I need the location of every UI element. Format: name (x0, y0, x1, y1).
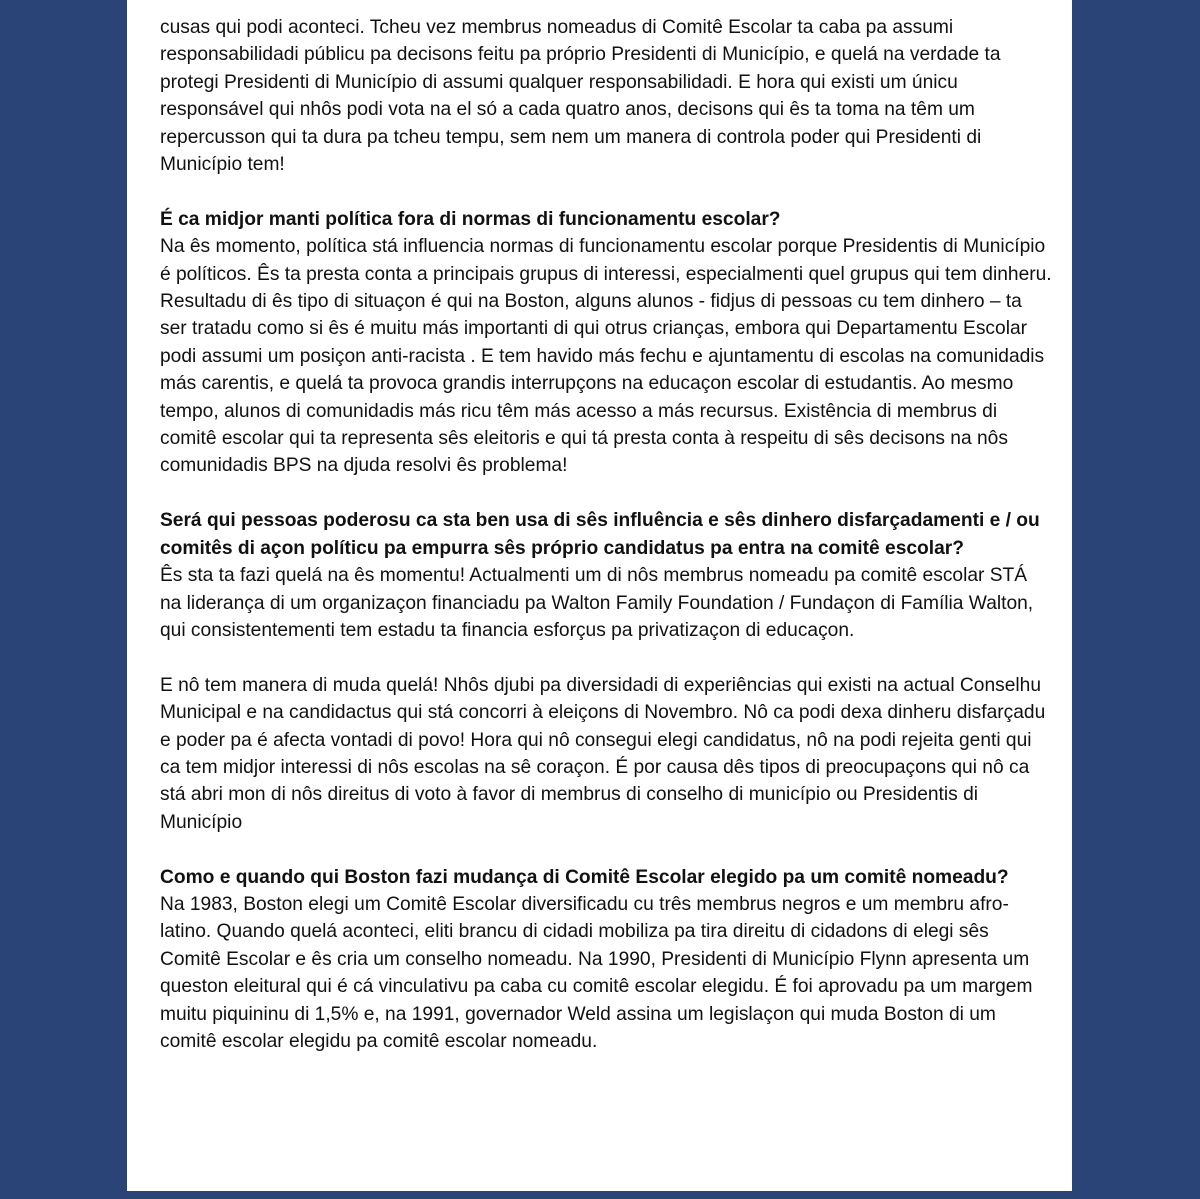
document-page (127, 0, 1072, 1195)
heading-pessoas-poderosu: Será qui pessoas poderosu ca sta ben usa di sês influência e sês dinhero disfarçadamenti e / ou comitês di açon políticu pa empurra sês próprio candidatus pa entra na comitê escolar? (160, 510, 1040, 559)
heading-historia: Como e quando qui Boston fazi mudança di Comitê Escolar elegido pa um comitê nomeadu? (160, 866, 1009, 888)
paragraph-historia: Na 1983, Boston elegi um Comitê Escolar diversificadu cu três membrus negros e um membru afro-latino. Quando quelá aconteci, eliti brancu di cidadi mobiliza pa tira direitu di cidadons di elegi sês Comitê Escolar e ês cria um conselho nomeadu. Na 1990, Presidenti di Município Flynn apresenta um queston eleitural qui é cá vinculativu pa caba cu comitê escolar elegidu. É foi aprovadu pa um margem muitu piquininu di 1,5% e, na 1991, governador Weld assina um legislaçon qui muda Boston di um comitê escolar elegidu pa comitê escolar nomeadu. (160, 893, 1033, 1052)
paragraph-pessoas-poderosu: Ês sta ta fazi quelá na ês momentu! Actualmenti um di nôs membrus nomeadu pa comitê escolar STÁ na liderança di um organizaçon financiadu pa Walton Family Foundation / Fundaçon di Família Walton, qui consistentementi tem estadu ta financia esforçus pa privatizaçon di educaçon. (160, 565, 1034, 641)
paragraph-muda: E nô tem manera di muda quelá! Nhôs djubi pa diversidadi di experiências qui existi na actual Conselhu Municipal e na candidactus qui stá concorri à eleiçons di Novembro. Nô ca podi dexa dinheru disfarçadu e poder pa é afecta vontadi di povo! Hora qui nô consegui elegi candidatus, nô na podi rejeita genti qui ca tem midjor interessi di nôs escolas na sê coraçon. É por causa dês tipos di preocupaçons qui nô ca stá abri mon di nôs direitus di voto à favor di membrus di conselho di município ou Presidentis di Município (160, 674, 1046, 833)
heading-politica: É ca midjor manti política fora di normas di funcionamentu escolar? (160, 208, 781, 230)
paragraph-politica: Na ês momento, política stá influencia normas di funcionamentu escolar porque Presidentis di Município é políticos. Ês ta presta conta a principais grupus di interessi, especialmenti quel grupus qui tem dinheru. Resultadu di ês tipo di situaçon é qui na Boston, alguns alunos - fidjus di pessoas cu tem dinhero – ta ser tratadu como si ês é muitu más importanti di qui otrus crianças, embora qui Departamentu Escolar podi assumi um posiçon anti-racista . E tem havido más fechu e ajuntamentu di escolas na comunidadis más carentis, e quelá ta provoca grandis interrupçons na educaçon escolar di estudantis. Ao mesmo tempo, alunos di comunidadis más ricu têm más acesso a más recursus. Existência di membrus di comitê escolar qui ta representa sês eleitoris e qui tá presta conta à respeitu di sês decisons na nôs comunidadis BPS na djuda resolvi ês problema! (160, 236, 1052, 477)
paragraph-intro: cusas qui podi aconteci. Tcheu vez membrus nomeadus di Comitê Escolar ta caba pa assumi responsabilidadi públicu pa decisons feitu pa próprio Presidenti di Município, e quelá na verdade ta protegi Presidenti di Município di assumi qualquer responsabilidadi. E hora qui existi um únicu responsável qui nhôs podi vota na el só a cada quatro anos, decisons qui ês ta toma na têm um repercusson qui ta dura pa tcheu tempu, sem nem um manera di controla poder qui Presidenti di Município tem! (160, 17, 1001, 176)
page-bottom-divider (127, 1191, 1072, 1195)
